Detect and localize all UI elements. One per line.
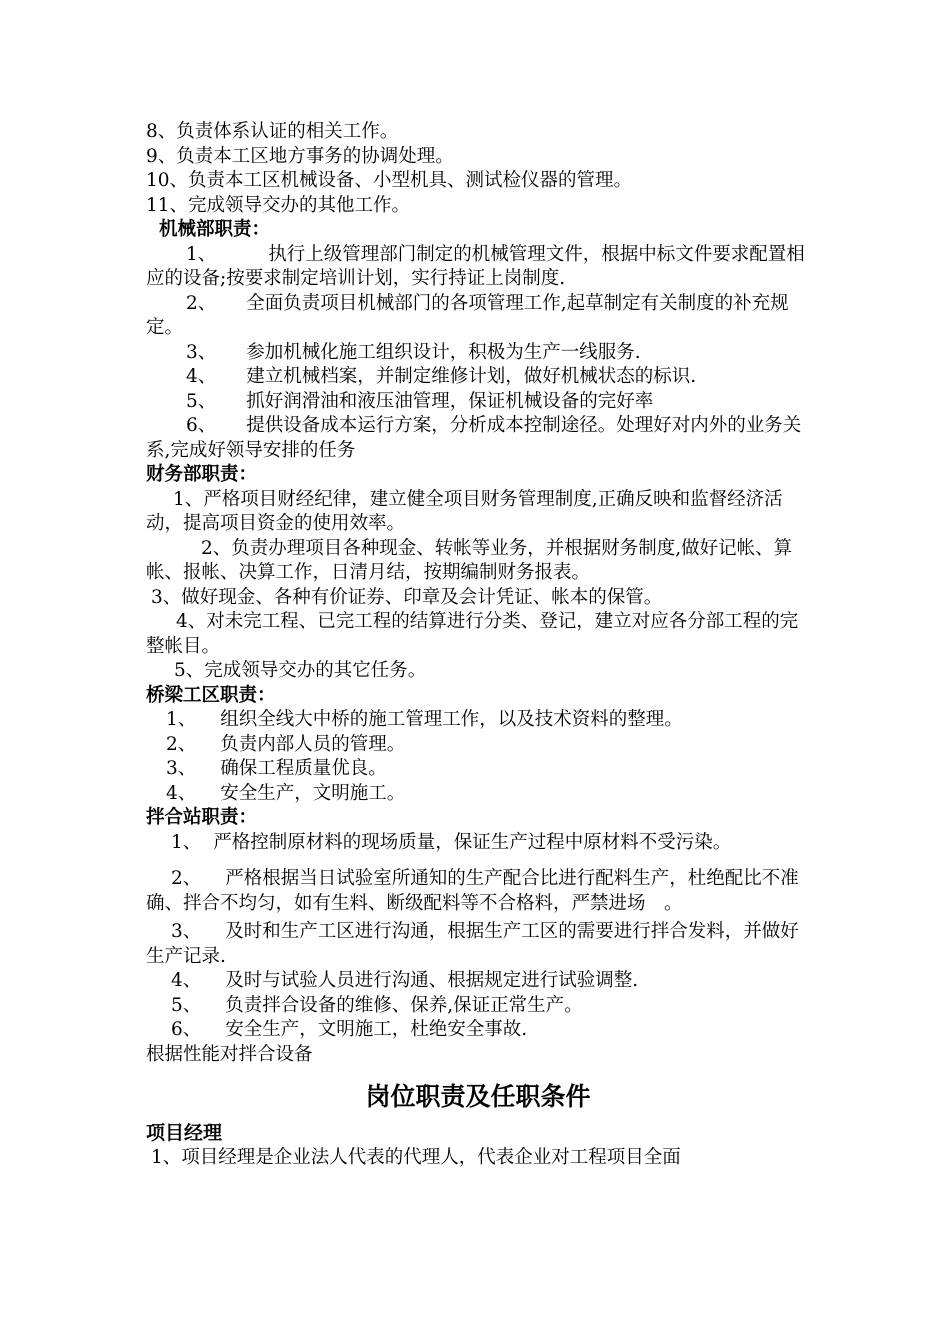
item-number: 3、 — [186, 341, 217, 363]
list-item — [146, 292, 810, 341]
item-text: 及时和生产工区进行沟通，根据生产工区的需要进行拌合发料，并做好生产记录. — [146, 921, 799, 967]
list-item — [146, 414, 810, 463]
subsection-heading-project-manager: 项目经理 — [146, 1122, 223, 1144]
list-item — [146, 831, 810, 856]
item-number: 5、 — [186, 390, 217, 412]
list-item: 4、对未完工程、已完工程的结算进行分类、登记，建立对应各分部工程的完整帐目。 — [146, 611, 799, 657]
list-item: 9、负责本工区地方事务的协调处理。 — [146, 145, 454, 167]
section-heading-mixing: 拌合站职责： — [146, 807, 258, 828]
item-text: 全面负责项目机械部门的各项管理工作,起草制定有关制度的补充规定。 — [146, 292, 789, 338]
list-item — [146, 243, 810, 292]
item-number: 3、 — [166, 758, 197, 779]
item-number: 1、 — [171, 831, 202, 853]
paragraph: 根据性能对拌合设备 — [146, 1043, 313, 1065]
item-number: 6、 — [186, 415, 217, 436]
item-number: 2、 — [171, 868, 202, 889]
list-item — [146, 920, 810, 969]
item-text: 严格控制原材料的现场质量，保证生产过程中原材料不受污染。 — [213, 831, 732, 853]
section-heading-mechanical: 机械部职责： — [159, 219, 271, 240]
list-item: 10、负责本工区机械设备、小型机具、测试检仪器的管理。 — [146, 170, 633, 191]
list-item — [146, 867, 810, 916]
list-item: 1、严格项目财经纪律，建立健全项目财务管理制度,正确反映和监督经济活动，提高项目资金的使用效率。 — [146, 488, 783, 534]
item-number: 3、 — [171, 921, 202, 942]
list-item: 3、做好现金、各种有价证券、印章及会计凭证、帐本的保管。 — [151, 586, 663, 608]
list-item: 1、项目经理是企业法人代表的代理人，代表企业对工程项目全面 — [151, 1147, 681, 1168]
list-item: 11、完成领导交办的其他工作。 — [146, 194, 411, 216]
list-item — [146, 994, 810, 1019]
item-text: 确保工程质量优良。 — [220, 758, 387, 779]
list-item — [146, 365, 810, 390]
list-item: 8、负责体系认证的相关工作。 — [146, 121, 399, 142]
item-text: 抓好润滑油和液压油管理，保证机械设备的完好率 — [246, 390, 654, 412]
item-number: 4、 — [171, 970, 202, 991]
item-text: 安全生产，文明施工。 — [220, 782, 406, 804]
item-number: 2、 — [186, 292, 217, 314]
item-number: 1、 — [166, 709, 197, 730]
item-text: 建立机械档案，并制定维修计划，做好机械状态的标识. — [246, 366, 697, 387]
item-text: 及时与试验人员进行沟通、根据规定进行试验调整. — [225, 970, 639, 991]
document-body — [146, 120, 810, 1171]
section-heading-finance: 财务部职责： — [146, 464, 258, 485]
item-text: 负责拌合设备的维修、保养,保证正常生产。 — [225, 994, 583, 1016]
item-text: 安全生产，文明施工，杜绝安全事故. — [225, 1019, 528, 1040]
item-text: 组织全线大中桥的施工管理工作，以及技术资料的整理。 — [220, 709, 683, 730]
item-text: 提供设备成本运行方案，分析成本控制途径。处理好对内外的业务关系,完成好领导安排的任务 — [146, 415, 802, 461]
section-title: 岗位职责及任职条件 — [365, 1082, 591, 1111]
list-item — [146, 1018, 810, 1043]
item-text: 严格根据当日试验室所通知的生产配合比进行配料生产，杜绝配比不准确、拌合不均匀，如有生料、断级配料等不合格料，严禁进场 。 — [146, 868, 799, 914]
list-item — [146, 708, 810, 733]
section-heading-bridge: 桥梁工区职责： — [146, 684, 276, 706]
list-item — [146, 390, 810, 415]
list-item — [146, 782, 810, 807]
list-item — [146, 341, 810, 366]
list-item: 2、负责办理项目各种现金、转帐等业务，并根据财务制度,做好记帐、算帐、报帐、决算工作，日清月结，按期编制财务报表。 — [146, 537, 793, 583]
item-number: 4、 — [186, 366, 217, 387]
item-number: 6、 — [171, 1019, 202, 1040]
list-item — [146, 733, 810, 758]
item-text: 参加机械化施工组织设计，积极为生产一线服务. — [246, 341, 641, 363]
list-item — [146, 757, 810, 782]
list-item — [146, 969, 810, 994]
item-number: 5、 — [171, 994, 202, 1016]
list-item: 5、完成领导交办的其它任务。 — [174, 660, 427, 681]
item-text: 执行上级管理部门制定的机械管理文件，根据中标文件要求配置相应的设备;按要求制定培训计划，实行持证上岗制度. — [146, 243, 805, 289]
item-text: 负责内部人员的管理。 — [220, 733, 406, 755]
item-number: 1、 — [186, 243, 217, 265]
item-number: 4、 — [166, 782, 197, 804]
item-number: 2、 — [166, 733, 197, 755]
